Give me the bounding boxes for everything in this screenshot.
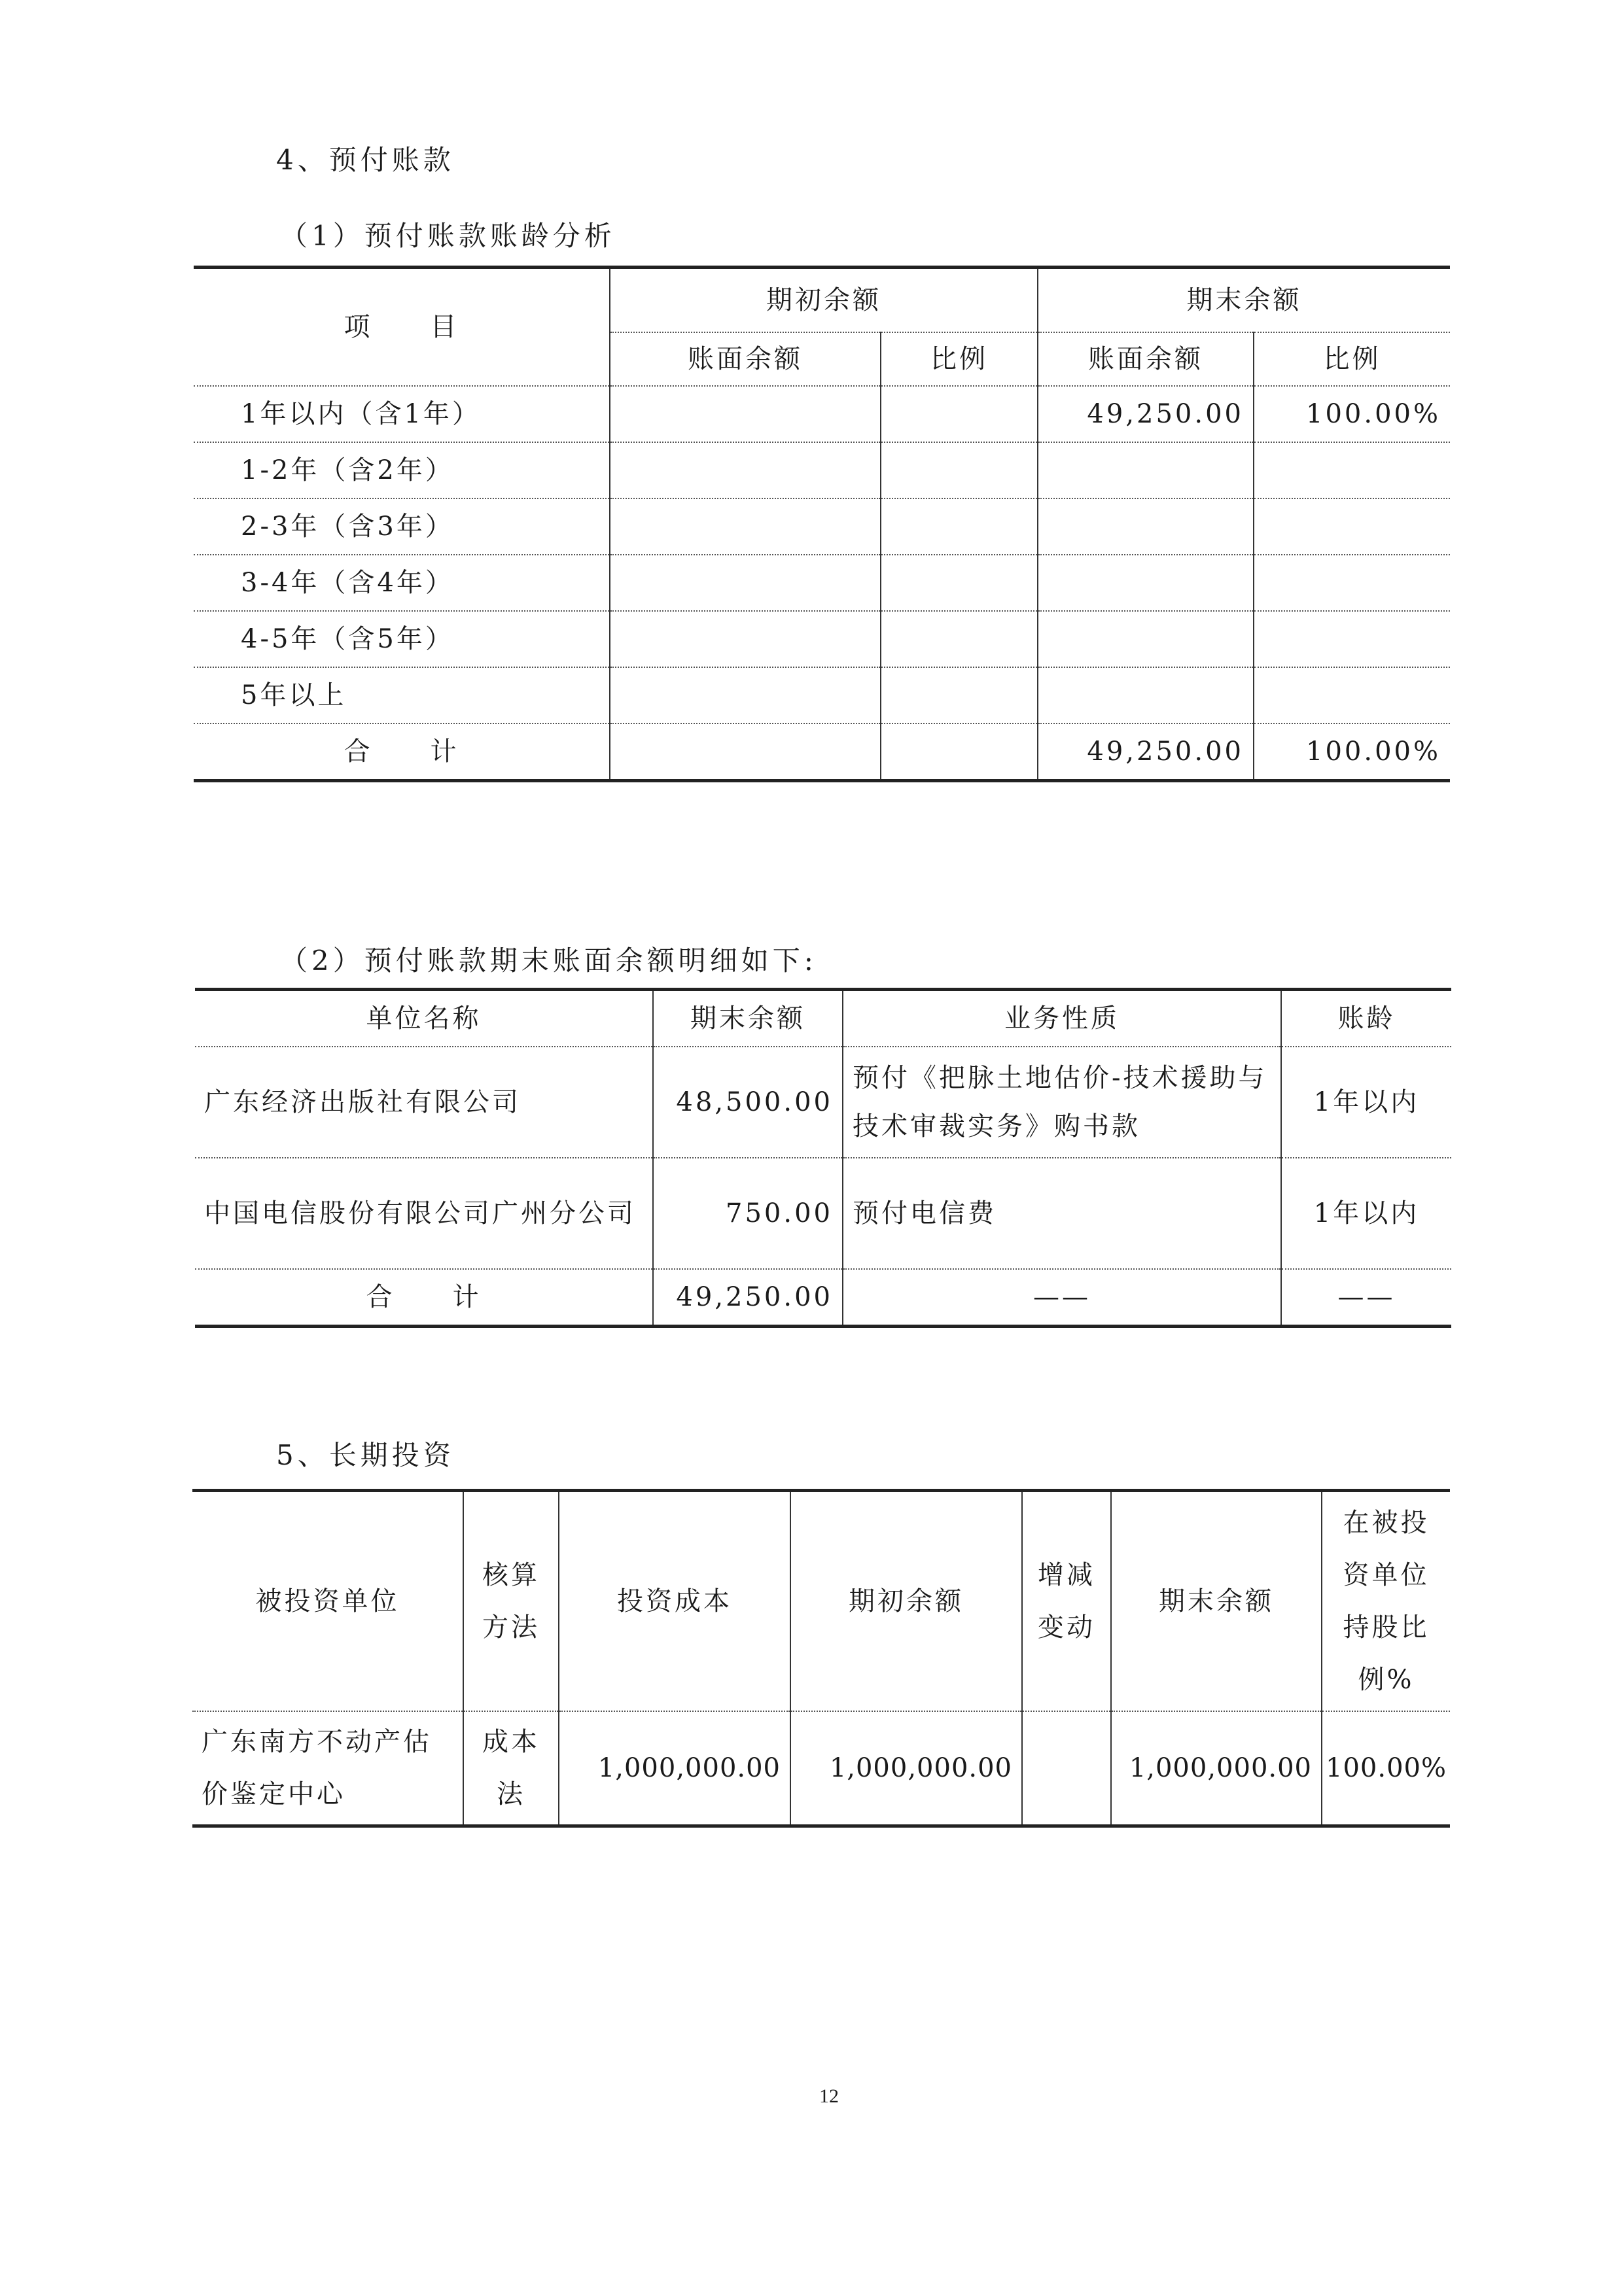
row-end-book: 49,250.00 xyxy=(1038,386,1254,442)
total-age: —— xyxy=(1337,1282,1396,1312)
table-total-row xyxy=(194,723,1450,781)
row-begin-book xyxy=(610,442,881,498)
header-begin-book: 账面余额 xyxy=(610,332,881,386)
row-cost: 1,000,000.00 xyxy=(559,1711,790,1826)
row-begin-ratio xyxy=(881,667,1038,723)
row-end-ratio xyxy=(1254,667,1450,723)
total-label: 合 计 xyxy=(194,723,610,781)
table-row xyxy=(194,611,1450,667)
total-amount: 49,250.00 xyxy=(653,1269,843,1327)
row-end: 1,000,000.00 xyxy=(1111,1711,1322,1826)
subsection-2-title: （2）预付账款期末账面余额明细如下: xyxy=(280,945,817,977)
row-end-ratio xyxy=(1254,442,1450,498)
table-row xyxy=(194,555,1450,611)
table-row xyxy=(195,1047,1451,1158)
total-label: 合 计 xyxy=(195,1269,653,1327)
header-share: 在被投资单位持股比例% xyxy=(1322,1491,1450,1712)
long-term-investment-table xyxy=(192,1489,1450,1828)
row-end-book xyxy=(1038,498,1254,555)
page-number: 12 xyxy=(819,2085,839,2107)
table-row xyxy=(194,498,1450,555)
table-row xyxy=(194,667,1450,723)
row-method: 成本法 xyxy=(463,1711,559,1826)
header-begin-ratio: 比例 xyxy=(881,332,1038,386)
header-nature: 业务性质 xyxy=(843,990,1281,1047)
row-item: 1-2年（含2年） xyxy=(194,442,610,498)
header-end-balance: 期末余额 xyxy=(1038,268,1450,333)
row-begin-book xyxy=(610,667,881,723)
row-nature: 预付《把脉土地估价-技术援助与技术审裁实务》购书款 xyxy=(843,1047,1281,1158)
header-begin-balance: 期初余额 xyxy=(610,268,1038,333)
total-begin-ratio xyxy=(881,723,1038,781)
table-row xyxy=(194,442,1450,498)
table-total-row xyxy=(195,1269,1451,1327)
row-begin-ratio xyxy=(881,386,1038,442)
header-age: 账龄 xyxy=(1281,990,1451,1047)
row-unit: 广东经济出版社有限公司 xyxy=(195,1047,653,1158)
row-age: 1年以内 xyxy=(1281,1047,1451,1158)
section-5-title: 5、长期投资 xyxy=(276,1439,455,1471)
table-row xyxy=(194,386,1450,442)
row-end-book xyxy=(1038,611,1254,667)
row-item: 1年以内（含1年） xyxy=(194,386,610,442)
row-begin-ratio xyxy=(881,555,1038,611)
total-nature: —— xyxy=(843,1269,1281,1327)
row-item: 5年以上 xyxy=(194,667,610,723)
row-begin-book xyxy=(610,611,881,667)
row-begin-book xyxy=(610,555,881,611)
header-method: 核算方法 xyxy=(463,1491,559,1712)
row-end-book xyxy=(1038,667,1254,723)
row-change xyxy=(1022,1711,1111,1826)
row-item: 2-3年（含3年） xyxy=(194,498,610,555)
section-4-title: 4、预付账款 xyxy=(276,144,455,176)
header-item: 项 目 xyxy=(194,268,610,387)
row-item: 4-5年（含5年） xyxy=(194,611,610,667)
row-begin: 1,000,000.00 xyxy=(790,1711,1022,1826)
aging-analysis-table xyxy=(194,266,1450,782)
row-unit: 广东南方不动产估价鉴定中心 xyxy=(192,1711,463,1826)
row-end-book xyxy=(1038,442,1254,498)
header-change: 增减变动 xyxy=(1022,1491,1111,1712)
row-begin-book xyxy=(610,498,881,555)
row-nature: 预付电信费 xyxy=(843,1158,1281,1269)
row-begin-ratio xyxy=(881,611,1038,667)
row-end-ratio xyxy=(1254,498,1450,555)
total-begin-book xyxy=(610,723,881,781)
table-row xyxy=(195,1158,1451,1269)
header-begin: 期初余额 xyxy=(790,1491,1022,1712)
row-amount: 750.00 xyxy=(653,1158,843,1269)
total-end-book: 49,250.00 xyxy=(1038,723,1254,781)
header-end-ratio: 比例 xyxy=(1254,332,1450,386)
row-end-ratio xyxy=(1254,611,1450,667)
header-amount: 期末余额 xyxy=(653,990,843,1047)
row-begin-ratio xyxy=(881,498,1038,555)
row-end-ratio xyxy=(1254,555,1450,611)
header-cost: 投资成本 xyxy=(559,1491,790,1712)
total-end-ratio: 100.00% xyxy=(1306,737,1441,767)
prepayment-detail-table xyxy=(195,988,1451,1328)
row-item: 3-4年（含4年） xyxy=(194,555,610,611)
header-end: 期末余额 xyxy=(1111,1491,1322,1712)
row-amount: 48,500.00 xyxy=(653,1047,843,1158)
row-share: 100.00% xyxy=(1326,1753,1447,1783)
row-end-book xyxy=(1038,555,1254,611)
subsection-1-title: （1）预付账款账龄分析 xyxy=(280,220,616,252)
row-end-ratio: 100.00% xyxy=(1254,386,1450,442)
row-begin-book xyxy=(610,386,881,442)
table-row xyxy=(192,1711,1450,1826)
header-unit: 单位名称 xyxy=(195,990,653,1047)
row-unit: 中国电信股份有限公司广州分公司 xyxy=(195,1158,653,1269)
header-invested-unit: 被投资单位 xyxy=(192,1491,463,1712)
row-begin-ratio xyxy=(881,442,1038,498)
header-end-book: 账面余额 xyxy=(1038,332,1254,386)
row-age: 1年以内 xyxy=(1281,1158,1451,1269)
